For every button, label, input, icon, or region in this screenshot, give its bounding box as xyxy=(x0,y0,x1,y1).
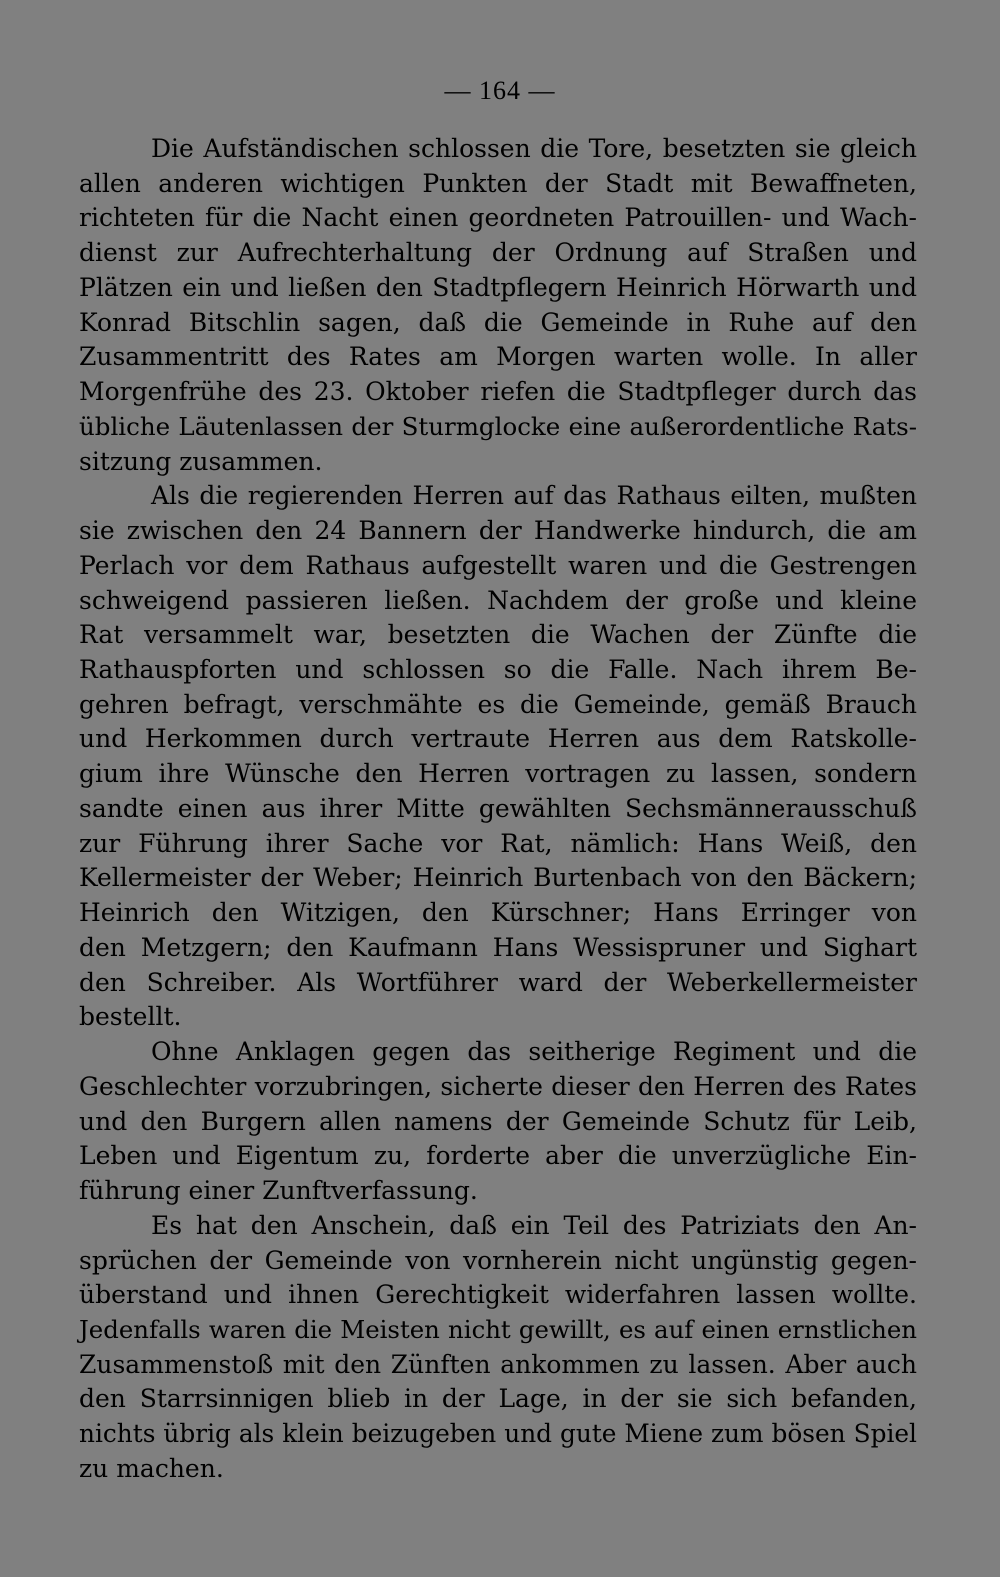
text-line: Heinrich den Witzigen, den Kürschner; Hans Erringer von xyxy=(79,898,917,928)
text-line: dienst zur Aufrechterhaltung der Ordnung auf Straßen und xyxy=(79,238,917,268)
text-line: und den Burgern allen namens der Gemeinde Schutz für Leib, xyxy=(79,1106,917,1136)
text-line: sitzung zusammen. xyxy=(79,446,323,476)
text-line: und Herkommen durch vertraute Herren aus dem Ratskolle- xyxy=(79,724,917,754)
text-line: Zusammenstoß mit den Zünften ankommen zu lassen. Aber auch xyxy=(79,1349,917,1379)
text-line: Kellermeister der Weber; Heinrich Burtenbach von den Bäckern; xyxy=(79,863,917,893)
text-line: sie zwischen den 24 Bannern der Handwerke hindurch, die am xyxy=(79,516,917,546)
text-line: richteten für die Nacht einen geordneten Patrouillen- und Wach- xyxy=(79,203,917,233)
text-line: schweigend passieren ließen. Nachdem der große und kleine xyxy=(79,585,917,615)
text-line: bestellt. xyxy=(79,1002,182,1032)
text-line: sandte einen aus ihrer Mitte gewählten Sechsmännerausschuß xyxy=(79,793,917,823)
text-line: Konrad Bitschlin sagen, daß die Gemeinde in Ruhe auf den xyxy=(79,307,917,337)
text-line: überstand und ihnen Gerechtigkeit widerfahren lassen wollte. xyxy=(79,1280,917,1310)
page-number: — 164 — xyxy=(444,76,556,105)
text-line: nichts übrig als klein beizugeben und gute Miene zum bösen Spiel xyxy=(79,1419,917,1449)
text-line: Die Aufständischen schlossen die Tore, besetzten sie gleich xyxy=(151,134,917,163)
text-line: Jedenfalls waren die Meisten nicht gewillt, es auf einen ernstlichen xyxy=(79,1314,917,1344)
text-line: Als die regierenden Herren auf das Rathaus eilten, mußten xyxy=(151,481,917,511)
text-line: Plätzen ein und ließen den Stadtpflegern Heinrich Hörwarth und xyxy=(79,272,917,302)
text-line: den Schreiber. Als Wortführer ward der Weberkellermeister xyxy=(79,967,917,997)
text-line: Zusammentritt des Rates am Morgen warten wolle. In aller xyxy=(79,342,917,372)
text-line: gehren befragt, verschmähte es die Gemeinde, gemäß Brauch xyxy=(79,689,917,719)
text-line: gium ihre Wünsche den Herren vortragen zu lassen, sondern xyxy=(79,759,917,789)
text-line: Geschlechter vorzubringen, sicherte dieser den Herren des Rates xyxy=(79,1071,917,1101)
text-line: Leben und Eigentum zu, forderte aber die unverzügliche Ein- xyxy=(79,1141,917,1171)
paragraph xyxy=(79,132,917,479)
text-line: übliche Läutenlassen der Sturmglocke eine außerordentliche Rats- xyxy=(79,411,917,441)
text-line: führung einer Zunftverfassung. xyxy=(79,1176,478,1206)
text-line: den Starrsinnigen blieb in der Lage, in der sie sich befanden, xyxy=(79,1384,917,1414)
paragraph xyxy=(79,1209,917,1487)
text-line: zu machen. xyxy=(79,1453,224,1483)
text-line: sprüchen der Gemeinde von vornherein nicht ungünstig gegen- xyxy=(79,1245,917,1275)
body-text xyxy=(79,132,917,1487)
text-line: den Metzgern; den Kaufmann Hans Wessispruner und Sighart xyxy=(79,932,917,962)
paragraph xyxy=(79,479,917,1035)
text-line: Perlach vor dem Rathaus aufgestellt waren und die Gestrengen xyxy=(79,550,917,580)
paragraph xyxy=(79,1035,917,1209)
text-line: Rathauspforten und schlossen so die Falle. Nach ihrem Be- xyxy=(79,655,917,685)
text-line: Es hat den Anschein, daß ein Teil des Patriziats den An- xyxy=(151,1210,917,1240)
text-line: allen anderen wichtigen Punkten der Stadt mit Bewaffneten, xyxy=(79,168,917,198)
text-line: Ohne Anklagen gegen das seitherige Regiment und die xyxy=(151,1037,917,1067)
text-line: Rat versammelt war, besetzten die Wachen der Zünfte die xyxy=(79,620,917,650)
text-line: zur Führung ihrer Sache vor Rat, nämlich: Hans Weiß, den xyxy=(79,828,917,858)
text-line: Morgenfrühe des 23. Oktober riefen die Stadtpfleger durch das xyxy=(79,377,917,407)
